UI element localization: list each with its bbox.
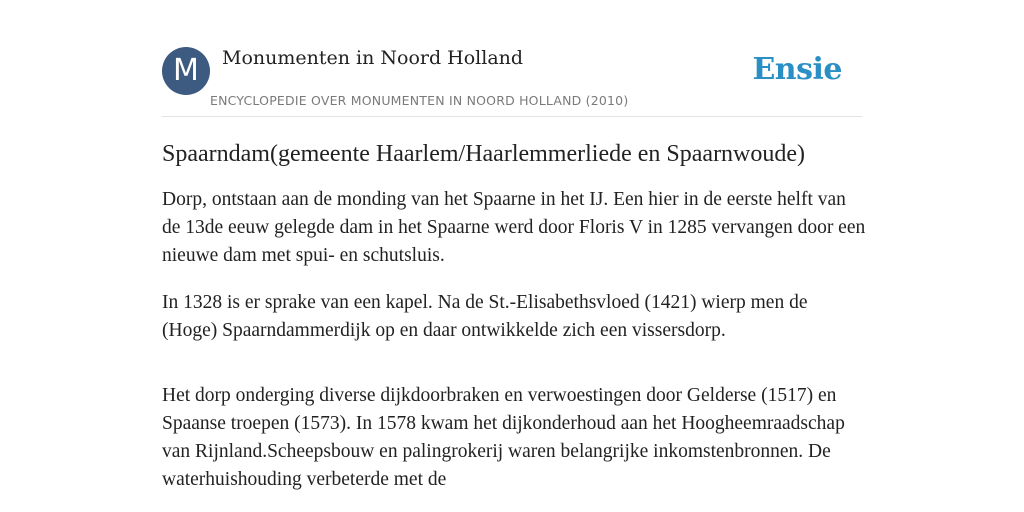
source-header: [162, 46, 862, 117]
article-paragraph: Dorp, ontstaan aan de monding van het Spaarne in het IJ. Een hier in de eerste helft van de 13de eeuw gelegde dam in het Spaarne werd door Floris V in 1285 vervangen door een nieuwe dam met spui- en schutsluis.: [162, 189, 866, 266]
source-avatar[interactable]: M: [162, 47, 210, 95]
article-paragraph: In 1328 is er sprake van een kapel. Na de St.-Elisabethsvloed (1421) wierp men de (Hoge) Spaarndammerdijk op en daar ontwikkelde zich een vissersdorp.: [162, 292, 808, 341]
article-title: Spaarndam(gemeente Haarlem/Haarlemmerliede en Spaarnwoude): [162, 141, 806, 167]
ensie-logo[interactable]: Ensie: [752, 52, 842, 87]
source-subtitle: ENCYCLOPEDIE OVER MONUMENTEN IN NOORD HOLLAND (2010): [210, 93, 629, 108]
article-paragraph: Het dorp onderging diverse dijkdoorbraken en verwoestingen door Gelderse (1517) en Spaanse troepen (1573). In 1578 kwam het dijkonderhoud aan het Hoogheemraadschap van Rijnland.Scheepsbouw en palingrokerij waren belangrijke inkomstenbronnen. De waterhuishouding verbeterde met de: [162, 385, 845, 490]
article: [162, 136, 866, 512]
source-title-link[interactable]: Monumenten in Noord Holland: [222, 47, 524, 69]
